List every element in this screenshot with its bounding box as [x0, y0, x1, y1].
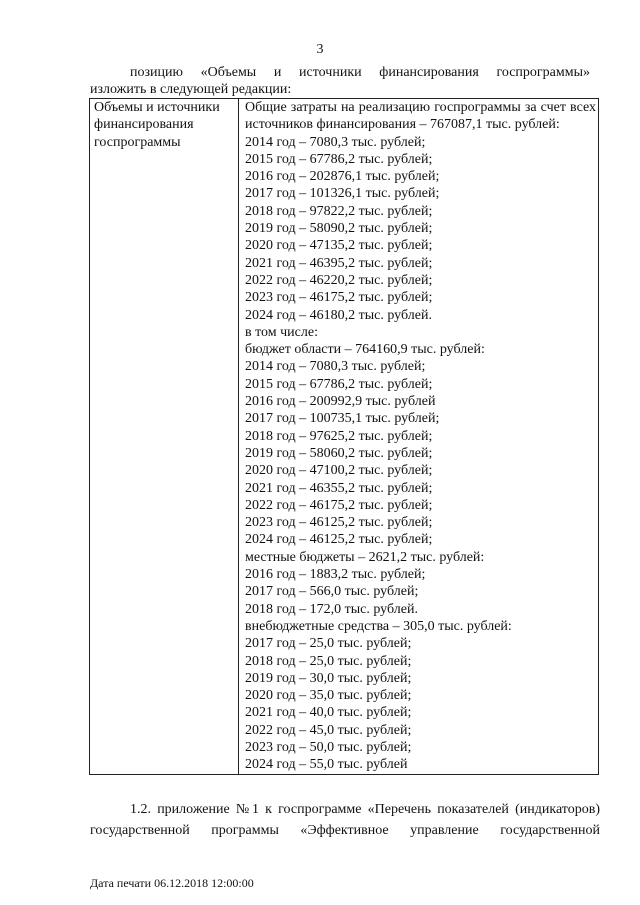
extrabudgetary-year-item: 2023 год – 50,0 тыс. рублей; [245, 739, 412, 755]
closing-paragraph [90, 799, 600, 841]
regional-year-item: 2024 год – 46125,2 тыс. рублей; [245, 532, 433, 548]
extrabudgetary-year-item: 2021 год – 40,0 тыс. рублей; [245, 705, 412, 721]
intro-paragraph [90, 64, 590, 98]
regional-year-item: 2017 год – 100735,1 тыс. рублей; [245, 411, 440, 427]
total-year-item: 2020 год – 47135,2 тыс. рублей; [245, 238, 433, 254]
local-budget-heading: местные бюджеты – 2621,2 тыс. рублей: [245, 549, 485, 565]
local-year-item: 2016 год – 1883,2 тыс. рублей; [245, 567, 426, 583]
extrabudgetary-year-item: 2024 год – 55,0 тыс. рублей [245, 757, 408, 773]
total-year-item: 2022 год – 46220,2 тыс. рублей; [245, 272, 433, 288]
total-year-item: 2021 год – 46395,2 тыс. рублей; [245, 255, 433, 271]
closing-line-2: государственной программы «Эффективное управление государственной [90, 823, 600, 838]
local-year-item: 2017 год – 566,0 тыс. рублей; [245, 584, 419, 600]
total-year-item: 2023 год – 46175,2 тыс. рублей; [245, 290, 433, 306]
print-date: Дата печати 06.12.2018 12:00:00 [90, 876, 254, 890]
regional-year-item: 2018 год – 97625,2 тыс. рублей; [245, 428, 433, 444]
closing-line-1: 1.2. приложение №1 к госпрограмме «Перечень показателей (индикаторов) [130, 802, 600, 817]
regional-year-item: 2016 год – 200992,9 тыс. рублей [245, 394, 436, 410]
extrabudgetary-year-item: 2019 год – 30,0 тыс. рублей; [245, 670, 412, 686]
total-year-item: 2015 год – 67786,2 тыс. рублей; [245, 151, 433, 167]
total-year-item: 2017 год – 101326,1 тыс. рублей; [245, 186, 440, 202]
local-years-list [245, 566, 596, 618]
regional-year-item: 2023 год – 46125,2 тыс. рублей; [245, 515, 433, 531]
regional-years-list [245, 358, 596, 548]
regional-budget-heading: бюджет области – 764160,9 тыс. рублей: [245, 342, 485, 358]
local-year-item: 2018 год – 172,0 тыс. рублей. [245, 601, 418, 617]
regional-year-item: 2014 год – 7080,3 тыс. рублей; [245, 359, 426, 375]
intro-line-1: позицию «Объемы и источники финансирования госпрограммы» [130, 65, 590, 80]
regional-year-item: 2020 год – 47100,2 тыс. рублей; [245, 463, 433, 479]
regional-year-item: 2021 год – 46355,2 тыс. рублей; [245, 480, 433, 496]
funding-content-cell [239, 99, 599, 775]
funding-label: Объемы и источники финансирования госпрограммы [94, 100, 220, 150]
regional-year-item: 2015 год – 67786,2 тыс. рублей; [245, 376, 433, 392]
extrabudgetary-year-item: 2017 год – 25,0 тыс. рублей; [245, 636, 412, 652]
extrabudgetary-year-item: 2018 год – 25,0 тыс. рублей; [245, 653, 412, 669]
total-heading: Общие затраты на реализацию госпрограммы за счет всех источников финансирования – 767087,1 тыс. рублей: [245, 100, 596, 133]
total-years-list [245, 134, 596, 324]
total-year-item: 2024 год – 46180,2 тыс. рублей. [245, 307, 432, 323]
extrabudgetary-heading: внебюджетные средства – 305,0 тыс. рублей: [245, 618, 512, 634]
funding-label-cell [90, 99, 239, 775]
total-year-item: 2018 год – 97822,2 тыс. рублей; [245, 203, 433, 219]
funding-table-row [90, 99, 599, 775]
extrabudgetary-years-list [245, 635, 596, 773]
page-number: 3 [316, 42, 324, 57]
funding-table [89, 98, 599, 775]
regional-year-item: 2019 год – 58060,2 тыс. рублей; [245, 445, 433, 461]
extrabudgetary-year-item: 2022 год – 45,0 тыс. рублей; [245, 722, 412, 738]
total-year-item: 2016 год – 202876,1 тыс. рублей; [245, 169, 440, 185]
total-year-item: 2014 год – 7080,3 тыс. рублей; [245, 134, 426, 150]
intro-line-2: изложить в следующей редакции: [90, 82, 292, 97]
total-year-item: 2019 год – 58090,2 тыс. рублей; [245, 221, 433, 237]
including-label: в том числе: [245, 324, 318, 340]
extrabudgetary-year-item: 2020 год – 35,0 тыс. рублей; [245, 688, 412, 704]
regional-year-item: 2022 год – 46175,2 тыс. рублей; [245, 497, 433, 513]
